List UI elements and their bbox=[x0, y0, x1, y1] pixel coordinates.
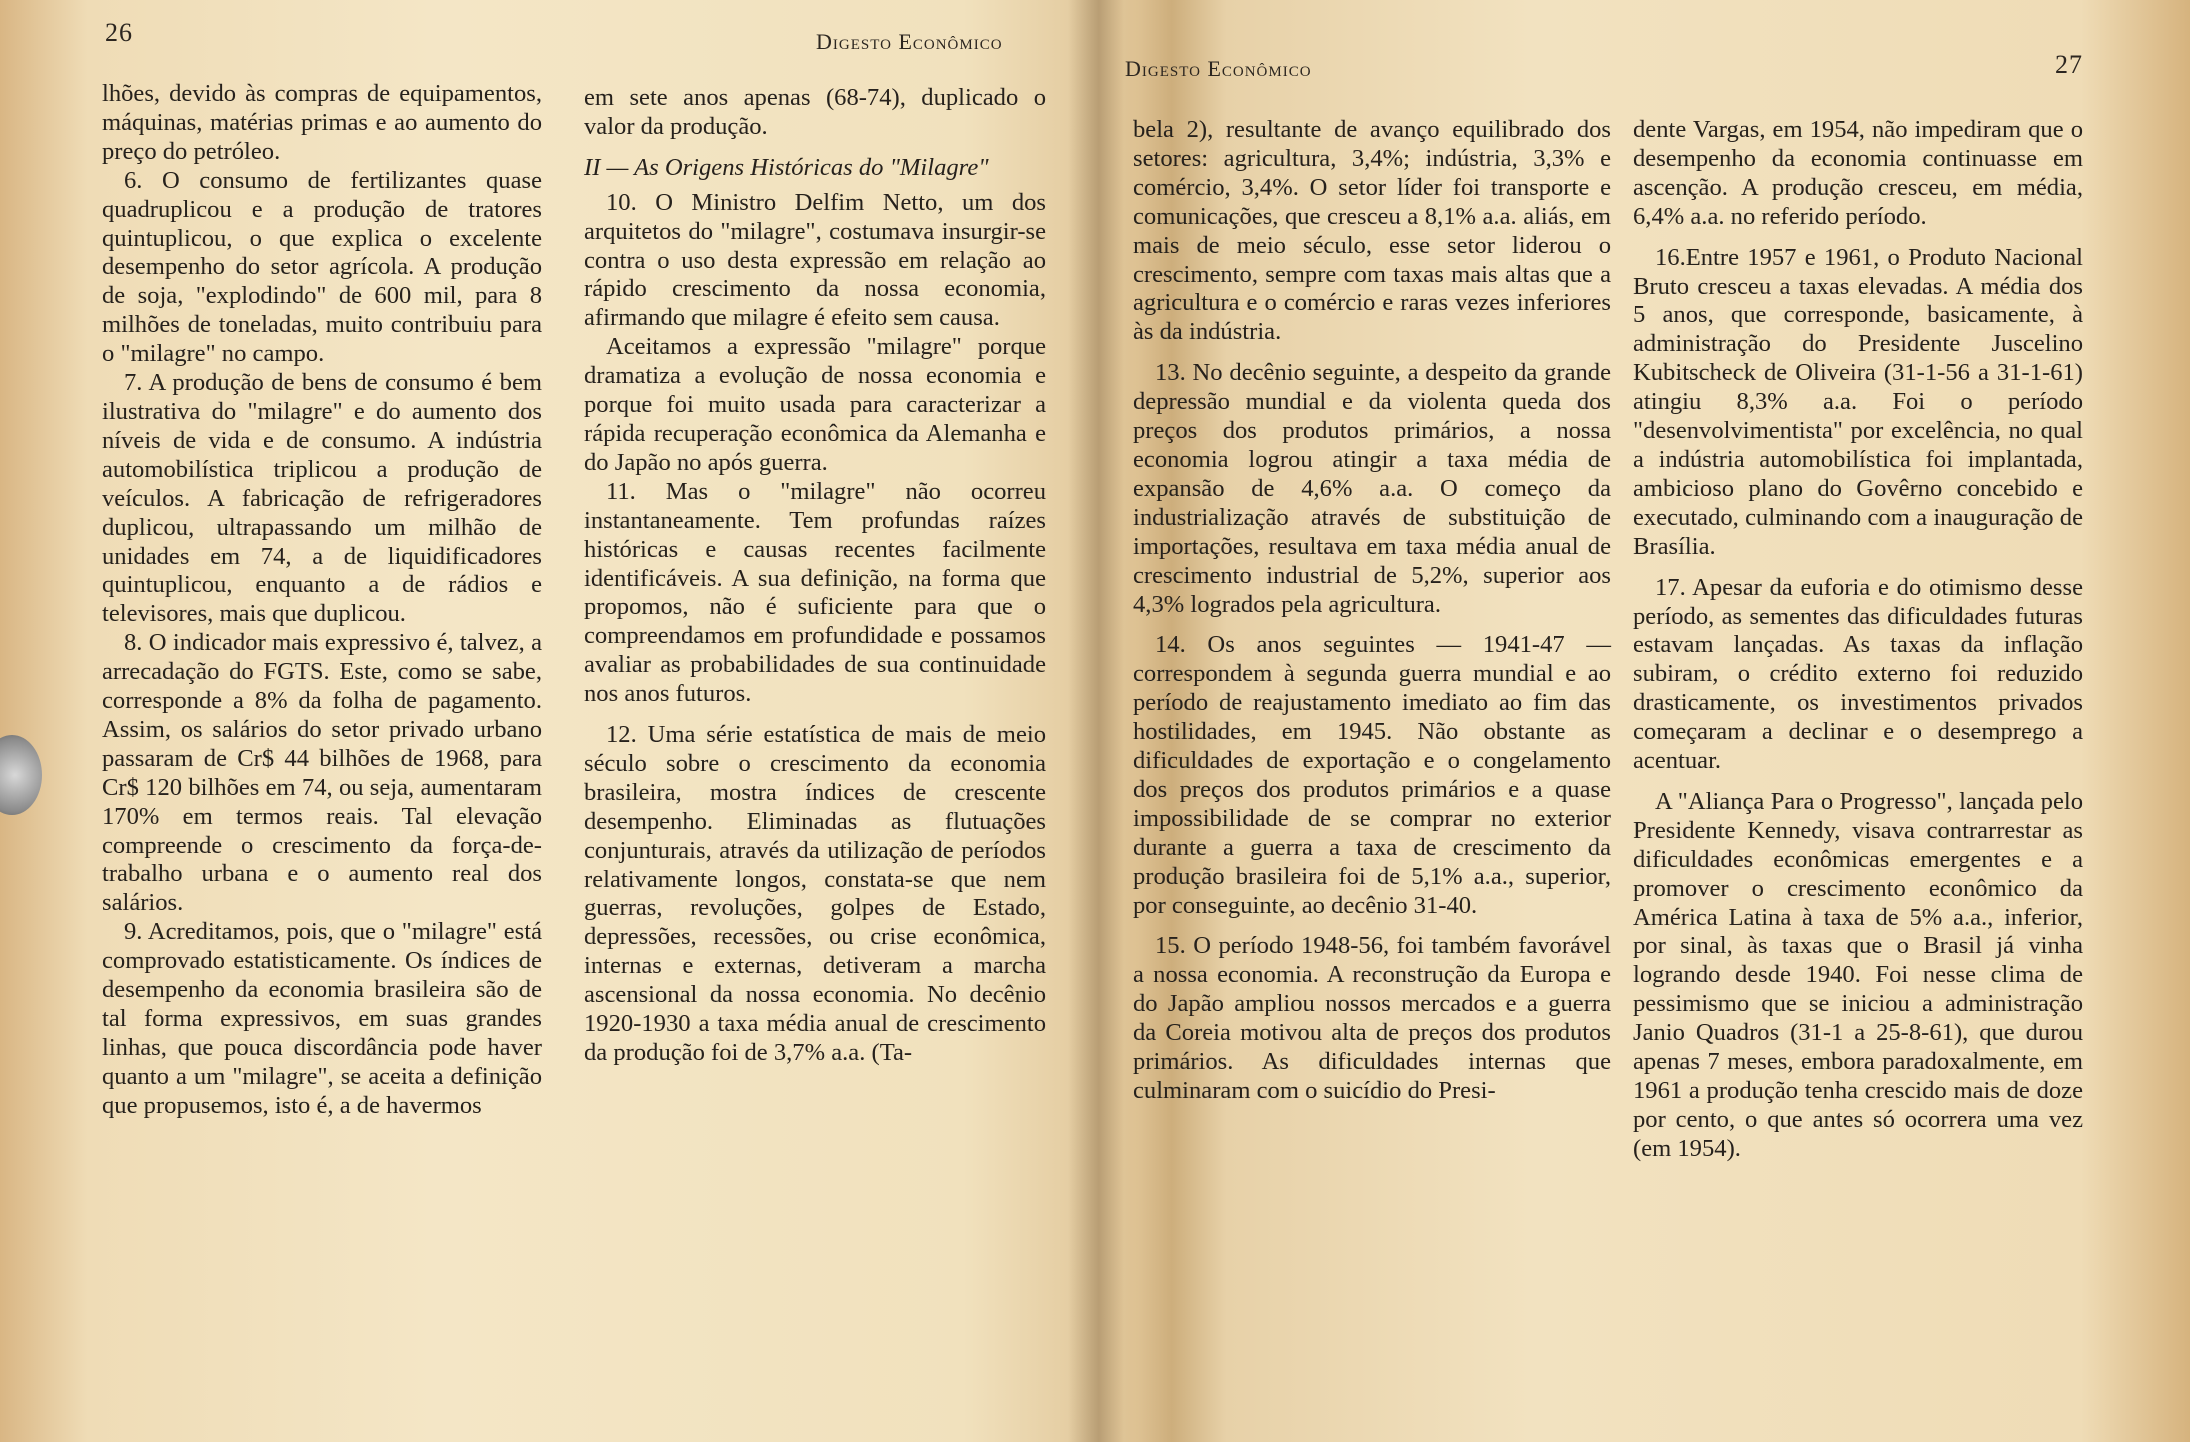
paragraph: em sete anos apenas (68-74), duplicado o valor da produção. bbox=[584, 84, 1046, 140]
left-page bbox=[0, 0, 1085, 1442]
paragraph: 11. Mas o "milagre" não ocorreu instantaneamente. Tem profundas raízes históricas e causas recentes facilmente identificáveis. A sua definição, na forma que propomos, não é suficiente para que o compreendamos em profundidade e possamos avaliar as probabilidades de sua continuidade nos anos futuros. bbox=[584, 477, 1046, 708]
page-number: 26 bbox=[105, 18, 133, 47]
paragraph: 15. O período 1948-56, foi também favorável a nossa economia. A reconstrução da Europa e do Japão ampliou nossos mercados e a guerra da Coreia motivou alta de preços dos produtos primários. As dificuldades internas que culminaram com o suicídio do Presi- bbox=[1133, 932, 1611, 1104]
section-title: II — As Origens Históricas do "Milagre" bbox=[584, 153, 989, 181]
paragraph: dente Vargas, em 1954, não impediram que o desempenho da economia continuasse em ascenção. A produção cresceu, em média, 6,4% a.a. no referido período. bbox=[1633, 116, 2083, 230]
paragraph: Aceitamos a expressão "milagre" porque dramatiza a evolução de nossa economia e porque foi muito usada para caracterizar a rápida recuperação econômica da Alemanha e do Japão no após guerra. bbox=[584, 333, 1046, 476]
paragraph: lhões, devido às compras de equipamentos, máquinas, matérias primas e ao aumento do preço do petróleo. bbox=[102, 80, 542, 165]
paragraph: 17. Apesar da euforia e do otimismo desse período, as sementes das dificuldades futuras estavam lançadas. As taxas da inflação subiram, o crédito externo foi reduzido drasticamente, os investimentos privados começaram a declinar e o desemprego a acentuar. bbox=[1633, 573, 2083, 775]
right-page bbox=[1105, 0, 2190, 1442]
paragraph: 14. Os anos seguintes — 1941-47 — correspondem à segunda guerra mundial e ao período de reajustamento imediato ao fim das hostilidades, em 1945. Não obstante as dificuldades de exportação e o congelamento dos preços dos produtos primários e a quase impossibilidade de se comprar no exterior durante a guerra a taxa de crescimento da produção brasileira foi de 5,1% a.a., superior, por conseguinte, ao decênio 31-40. bbox=[1133, 631, 1611, 919]
paragraph: 8. O indicador mais expressivo é, talvez, a arrecadação do FGTS. Este, como se sabe, corresponde a 8% da folha de pagamento. Assim, os salários do setor privado urbano passaram de Cr$ 44 bilhões de 1968, para Cr$ 120 bilhões em 74, ou seja, aumentaram 170% em termos reais. Tal elevação compreende o crescimento da força-de-trabalho urbana e o aumento real dos salários. bbox=[102, 629, 542, 917]
paragraph: 9. Acreditamos, pois, que o "milagre" está comprovado estatisticamente. Os índices de desempenho da economia brasileira são de tal forma expressivos, em suas grandes linhas, que pouca discordância pode haver quanto a um "milagre", se aceita a definição que propusemos, isto é, a de havermos bbox=[102, 918, 542, 1119]
paragraph: 13. No decênio seguinte, a despeito da grande depressão mundial e da violenta queda dos preços dos produtos primários, a nossa economia logrou atingir a taxa média de expansão de 4,6% a.a. O começo da industrialização através de substituição de importações, resultava em taxa média anual de crescimento industrial de 5,2%, superior aos 4,3% logrados pela agricultura. bbox=[1133, 359, 1611, 618]
running-header: Digesto Econômico bbox=[1125, 56, 1312, 81]
paragraph: 6. O consumo de fertilizantes quase quadruplicou e a produção de tratores quintuplicou, o que explica o excelente desempenho do setor agrícola. A produção de soja, "explodindo" de 600 mil, para 8 milhões de toneladas, muito contribuiu para o "milagre" no campo. bbox=[102, 166, 542, 368]
column-right-2 bbox=[1633, 116, 2083, 1164]
page-number: 27 bbox=[2055, 50, 2083, 79]
paragraph: 10. O Ministro Delfim Netto, um dos arquitetos do "milagre", costumava insurgir-se contra o uso desta expressão em relação ao rápido crescimento da nossa economia, afirmando que milagre é efeito sem causa. bbox=[584, 188, 1046, 332]
paragraph: A "Aliança Para o Progresso", lançada pelo Presidente Kennedy, visava contrarrestar as dificuldades econômicas emergentes e a promover o crescimento econômico da América Latina à taxa de 5% a.a., inferior, por sinal, às taxas que o Brasil já vinha logrando desde 1940. Foi nesse clima de pessimismo que se iniciou a administração Janio Quadros (31-1 a 25-8-61), que durou apenas 7 meses, embora paradoxalmente, em 1961 a produção tenha crescido mais de doze por cento, o que antes só ocorrera uma vez (em 1954). bbox=[1633, 787, 2083, 1162]
column-right-1 bbox=[1133, 116, 1611, 1106]
paragraph: bela 2), resultante de avanço equilibrado dos setores: agricultura, 3,4%; indústria, 3,3% e comércio, 3,4%. O setor líder foi transporte e comunicações, que cresceu a 8,1% a.a. aliás, em mais de meio século, esse setor liderou o crescimento, sempre com taxas mais altas que a agricultura e o comércio e raras vezes inferiores às da indústria. bbox=[1133, 116, 1611, 346]
running-header: Digesto Econômico bbox=[816, 29, 1003, 54]
column-left-2 bbox=[584, 84, 1046, 1068]
paragraph: 16.Entre 1957 e 1961, o Produto Nacional Bruto cresceu a taxas elevadas. A média dos 5 anos, que corresponde, basicamente, à administração do Presidente Juscelino Kubitscheck de Oliveira (31-1-56 a 31-1-61) atingiu 8,3% a.a. Foi o período "desenvolvimentista" por excelência, no qual a indústria automobilística foi implantada, ambicioso plano do Govêrno concebido e executado, culminando com a inauguração de Brasília. bbox=[1633, 243, 2083, 560]
column-left-1 bbox=[102, 80, 542, 1121]
paragraph: 12. Uma série estatística de mais de meio século sobre o crescimento da economia brasileira, mostra índices de crescente desempenho. Eliminadas as flutuações conjunturais, através da utilização de períodos relativamente longos, constata-se que nem guerras, revoluções, golpes de Estado, depressões, recessões, ou crise econômica, internas e externas, detiveram a marcha ascensional da nossa economia. No decênio 1920-1930 a taxa média anual de crescimento da produção foi de 3,7% a.a. (Ta- bbox=[584, 721, 1046, 1066]
paragraph: 7. A produção de bens de consumo é bem ilustrativa do "milagre" e do aumento dos níveis de vida e de consumo. A indústria automobilística triplicou a produção de veículos. A fabricação de refrigeradores duplicou, ultrapassando um milhão de unidades em 74, a de liquidificadores quintuplicou, enquanto a de rádios e televisores, mais que duplicou. bbox=[102, 369, 542, 628]
